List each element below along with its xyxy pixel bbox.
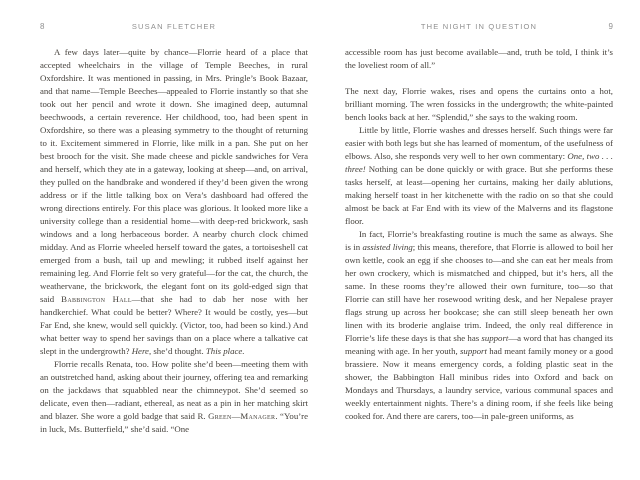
paragraph: A few days later—quite by chance—Florrie heard of a place that accepted wheelchairs in the village of Temple Beeches, in rural Oxfordshire. It was mentioned in passing, in Mrs. Pringle’s Book Bazaar, and that name—Temple Beeches—appealed to Florrie instantly so that she took out her pencil and wrote it down. She imagined deep, autumnal beechwoods, a certain reverence. Her childhood, too, had been spent in Oxfordshire, so there was a pleasing symmetry to the thought of returning to it. Excitement simmered in Florrie, like milk in a pan. She put on her best brooch for the visit. She made cheese and pickle sandwiches for Vera and herself, which they ate in a gateway, looking at sheep—and, on arrival, they pulled on the handbrake and wondered if they’d been given the wrong address or if the little talking box on Vera’s dashboard had offered the wrong directions entirely. For this place was glorious. It looked more like a university college than a residential home—with deep-red brickwork, sash windows and a long herbaceous border. A nearby church clock chimed midday. And as Florrie wheeled herself toward the gates, a tortoiseshell cat emerged from a bush, tail up and mewling; it rubbed itself against her remaining leg. And Florrie felt so very grateful—for the cat, the church, the weathervane, the brickwork, the elegant font on its gold-edged sign that said Babbington Hall—that she had to dab her nose with her handkerchief. What could be better? Where? It would be costly, yes—but Far End, she knew, would sell quickly. (Victor, too, had been so kind.) And what better way to spend her savings than on a place where a talkative cat slept in the undergrowth? Here, she’d thought. This place. <box>40 47 308 356</box>
paragraph: The next day, Florrie wakes, rises and opens the curtains onto a hot, brilliant morning. The wren fossicks in the undergrowth; the white-painted bench looks back at her. “Splendid,” she says to the waking room. <box>345 86 613 122</box>
running-header-right: THE NIGHT IN QUESTION <box>420 22 538 31</box>
paragraph: accessible room has just become available—and, truth be told, I think it’s the loveliest room of all.” <box>345 47 613 70</box>
page-number-right: 9 <box>608 22 613 31</box>
page-header-left <box>40 22 308 33</box>
paragraph: Little by little, Florrie washes and dresses herself. Such things were far easier with both legs but she has learned of momentum, of the usefulness of elbows. Also, she responds very well to her own commentary: One, two . . . three! Nothing can be done quickly or with grace. But she performs these tasks herself, at least—opening her curtains, making her daily ablutions, making herself toast in her kitchenette with the radio on so that she could almost be back at Far End with its view of the Malverns and its flagstone floor. <box>345 125 613 226</box>
page-body-left <box>40 46 308 454</box>
page-header-right <box>345 22 613 33</box>
paragraph: Florrie recalls Renata, too. How polite she’d been—meeting them with an outstretched hand, asking about their journey, offering tea and remarking on the jackdaws that squabbled near the chimneypot. She’d seemed so delicate, even then—radiant, ethereal, as neat as a pin in her matching skirt and blazer. She wore a gold badge that said R. Green—Manager. “You’re in luck, Ms. Butterfield,” she’d said. “One <box>40 359 308 434</box>
running-header-left: SUSAN FLETCHER <box>131 22 217 31</box>
book-page-right <box>320 0 640 480</box>
paragraph: In fact, Florrie’s breakfasting routine is much the same as always. She is in assisted living; this means, therefore, that Florrie is allowed to boil her own kettle, cook an egg if she chooses to—and she can eat her meals from her own crockery, which is mismatched and chipped, but it’s hers, all the same. In these rooms they’re allowed their own furniture, too—so that Florrie can still have her rosewood writing desk, and her Nepalese prayer flags strung up across her bookcase; she can still sleep beneath her own linen with its broderie anglaise trim. Indeed, the only real difference in Florrie’s life these days is that she has support—a word that has changed its meaning with age. In her youth, support had meant family money or a good brassiere. Now it means emergency cords, a folding plastic seat in the shower, the Babbington Hall minibus rides into Oxford and back on Mondays and Thursdays, a laundry service, various communal spaces and weekly entertainment nights. There’s a dining room, if she feels like being cooked for. And there are carers, too—in pale-green uniforms, as <box>345 229 613 421</box>
page-body-right <box>345 46 613 454</box>
page-number-left: 8 <box>40 22 45 31</box>
